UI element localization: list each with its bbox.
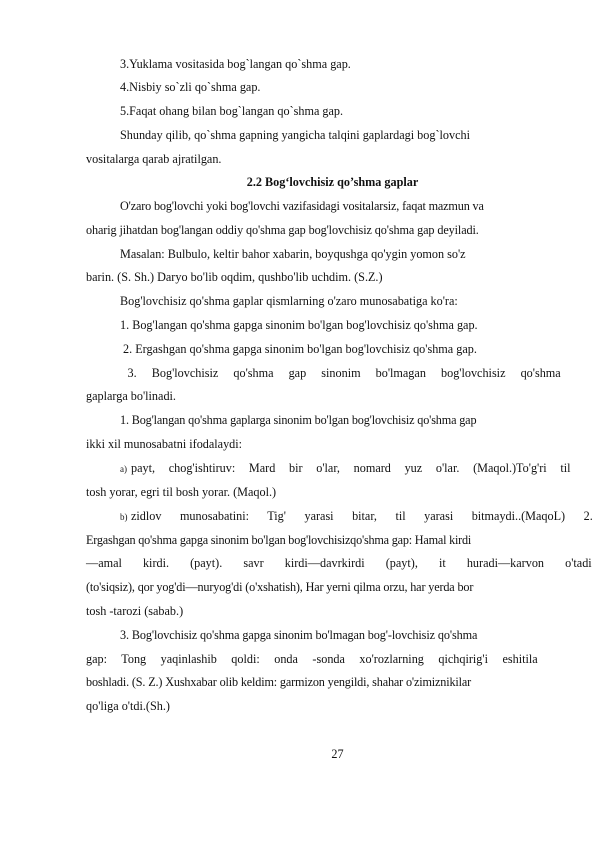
para5-line-4: qo'liga o'tdi.(Sh.): [86, 699, 170, 713]
sub-a-marker: [120, 461, 127, 477]
intro-line-1: Shunday qilib, qo`shma gapning yangicha talqini gaplardagi bog`lovchi: [120, 128, 470, 142]
para3-line-1: Bog'lovchisiz qo'shma gaplar qismlarning o'zaro munosabatiga ko'ra:: [120, 294, 458, 308]
list-item-3: 3.Yuklama vositasida bog`langan qo`shma gap.: [120, 57, 351, 71]
sub-a-line-2: tosh yorar, egri til bosh yorar. (Maqol.): [86, 485, 277, 499]
sub-a-marker-text: a): [120, 464, 127, 474]
para5-line-2: gap: Tong yaqinlashib qoldi: onda -sonda xo'rozlarning qichqirig'i eshitila: [86, 652, 538, 666]
type-2: 2. Ergashgan qo'shma gapga sinonim bo'lgan bog'lovchisiz qo'shma gap.: [120, 342, 477, 356]
sub-b-marker: [120, 509, 128, 525]
sub-b-line-4: (to'siqsiz), qor yog'di—nuryog'di (o'xshatish), Har yerni qilma orzu, har yerda bor: [86, 580, 474, 594]
para4-line-2: ikki xil munosabatni ifodalaydi:: [86, 437, 243, 451]
type-1: 1. Bog'langan qo'shma gapga sinonim bo'lgan bog'lovchisiz qo'shma gap.: [120, 318, 478, 332]
type-3-line-1: 3. Bog'lovchisiz qo'shma gap sinonim bo'lmagan bog'lovchisiz qo'shma: [120, 366, 561, 380]
sub-a-line-1: payt, chog'ishtiruv: Mard bir o'lar, nomard yuz o'lar. (Maqol.)To'g'ri til: [131, 461, 571, 475]
para2-line-2: barin. (S. Sh.) Daryo bo'lib oqdim, qushbo'lib uchdim. (S.Z.): [86, 270, 383, 284]
para2-line-1: Masalan: Bulbulo, keltir bahor xabarin, boyqushga qo'ygin yomon so'z: [120, 247, 466, 261]
sub-b-line-5: tosh -tarozi (sabab.): [86, 604, 184, 618]
section-title: 2.2 Bog‘lovchisiz qo’shma gaplar: [246, 175, 419, 189]
type-3-line-2: gaplarga bo'linadi.: [86, 389, 176, 403]
sub-b-line-3: —amal kirdi. (payt). savr kirdi—davrkirdi (payt), it huradi—karvon o'tadi: [86, 556, 592, 570]
intro-line-2: vositalarga qarab ajratilgan.: [86, 152, 222, 166]
list-item-4: 4.Nisbiy so`zli qo`shma gap.: [120, 80, 261, 94]
para5-line-3: boshladi. (S. Z.) Xushxabar olib keldim: garmizon yengildi, shahar o'zimiznikilar: [86, 675, 472, 689]
list-item-5: 5.Faqat ohang bilan bog`langan qo`shma gap.: [120, 104, 344, 118]
sub-b-marker-text: b): [120, 512, 128, 522]
sub-b-line-2: Ergashgan qo'shma gapga sinonim bo'lgan bog'lovchisizqo'shma gap: Hamal kirdi: [86, 533, 472, 547]
para1-line-2: oharig jihatdan bog'langan oddiy qo'shma gap bog'lovchisiz qo'shma gap deyiladi.: [86, 223, 479, 237]
page-number: 27: [331, 747, 344, 761]
para1-line-1: O'zaro bog'lovchi yoki bog'lovchi vazifasidagi vositalarsiz, faqat mazmun va: [120, 199, 484, 213]
sub-b-line-1: zidlov munosabatini: Tig' yarasi bitar, til yarasi bitmaydi..(MaqoL) 2.: [131, 509, 593, 523]
para4-line-1: 1. Bog'langan qo'shma gaplarga sinonim bo'lgan bog'lovchisiz qo'shma gap: [120, 413, 477, 427]
para5-line-1: 3. Bog'lovchisiz qo'shma gapga sinonim bo'lmagan bog'-lovchisiz qo'shma: [120, 628, 478, 642]
